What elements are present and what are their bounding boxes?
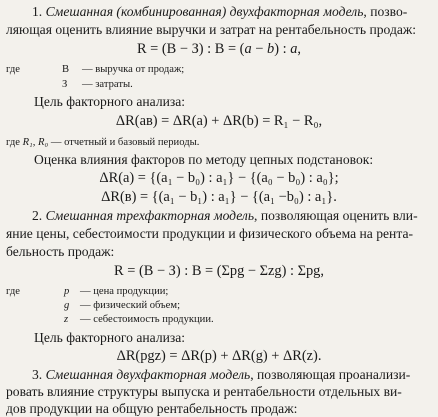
section1-line2: ляющая оценить влияние выручки и затрат на рентабельность продаж: — [6, 22, 417, 37]
profitability-formula: R = (В − З) : В = (a − b) : a, — [136, 41, 302, 57]
def-cost-symbol: z — [64, 314, 69, 325]
where-label-2: где — [6, 286, 20, 297]
chain-substitution-heading: Оценка влияния факторов по методу цепных подстановок: — [34, 152, 374, 167]
def-price-text: — цена продукции; — [80, 286, 169, 297]
section3-line1: 3. Смешанная двухфакторная модель, позволяющая проанализи- — [32, 367, 411, 382]
def-volume-text: — физический объем; — [80, 300, 181, 311]
factor-analysis-formula-2: ΔR(pgz) = ΔR(p) + ΔR(g) + ΔR(z). — [116, 348, 322, 364]
section3-line2: ровать влияние структуры выпуска и рентабельности отдельных ви- — [6, 384, 402, 399]
chain-formula-1: ΔR(а) = {(a₁ − b₀) : a₁} − {(a₀ − b₀) : a₀}; — [99, 170, 339, 186]
def-price-symbol: p — [64, 286, 70, 297]
section2-line3: бельность продаж: — [6, 244, 115, 259]
chain-formula-2: ΔR(в) = {(a₁ − b₁) : a₁} − {(a₁ −b₀) : a₁}. — [101, 189, 337, 205]
def-revenue-text: — выручка от продаж; — [82, 64, 185, 75]
three-factor-formula: R = (В − З) : В = (Σpg − Σzg) : Σpg, — [114, 263, 324, 279]
periods-definition: где R₁, R₀ — отчетный и базовый периоды. — [6, 137, 200, 148]
section2-line1: 2. Смешанная трехфакторная модель, позволяющая оценить вли- — [32, 208, 418, 223]
factor-analysis-heading: Цель факторного анализа: — [34, 94, 186, 109]
def-revenue-symbol: В — [62, 64, 70, 75]
section1-line1: 1. Смешанная (комбинированная) двухфакторная модель, позво- — [32, 4, 408, 19]
def-volume-symbol: g — [64, 300, 70, 311]
section2-line2: яние цены, себестоимости продукции и физического объема на рента- — [6, 226, 414, 241]
def-cost-text: — себестоимость продукции. — [80, 314, 214, 325]
section3-line3: дов продукции на общую рентабельность продаж: — [6, 401, 298, 416]
where-label: где — [6, 64, 20, 75]
factor-analysis-formula: ΔR(ав) = ΔR(а) + ΔR(b) = R₁ − R₀, — [115, 113, 323, 129]
def-costs-text: — затраты. — [82, 79, 133, 90]
def-costs-symbol: З — [62, 79, 68, 90]
factor-analysis-heading-2: Цель факторного анализа: — [34, 330, 186, 345]
